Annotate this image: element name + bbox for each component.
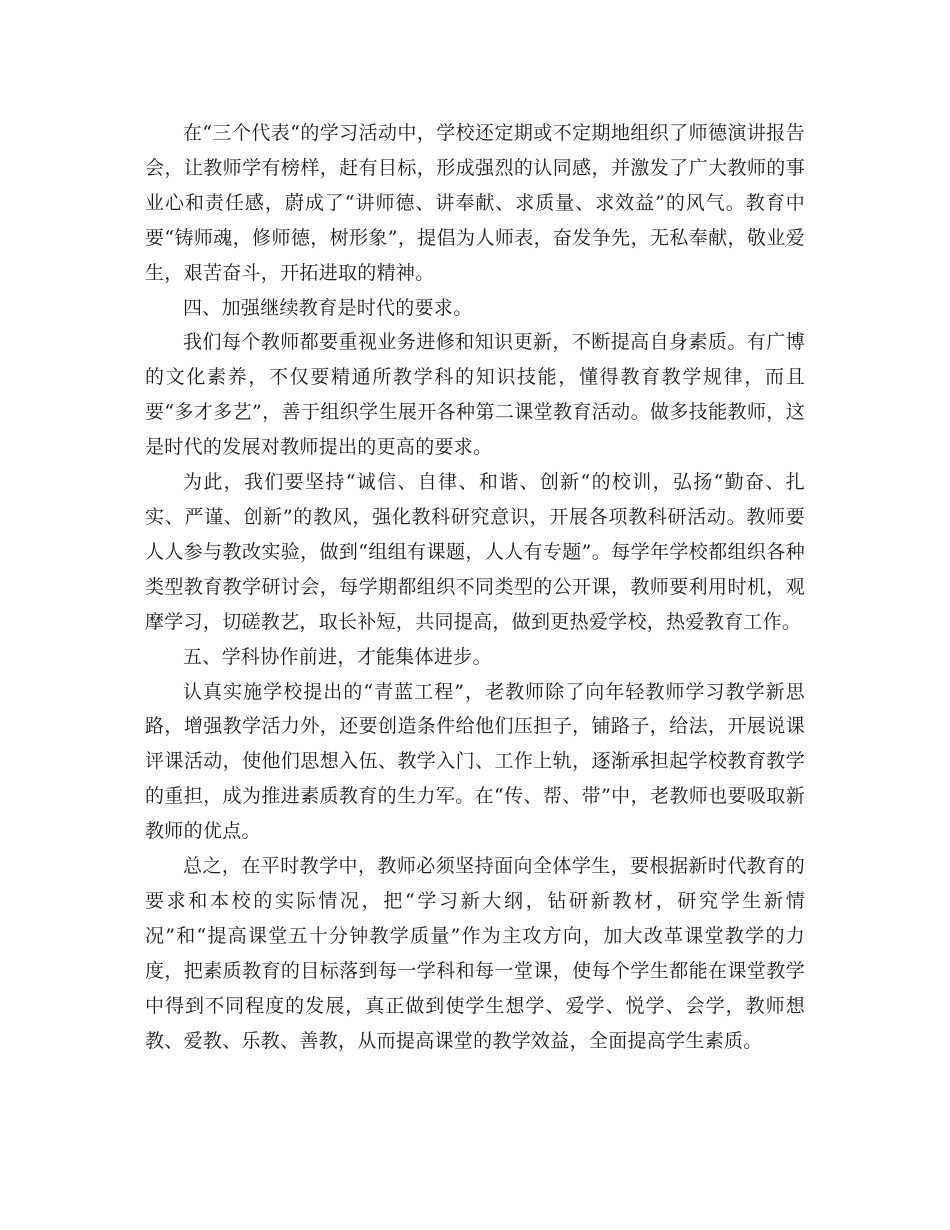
paragraph-teacher-ethics: 在“三个代表“的学习活动中，学校还定期或不定期地组织了师德演讲报告会，让教师学有榜样，赶有目标，形成强烈的认同感，并激发了广大教师的事业心和责任感，蔚成了“讲师德、讲奉献、求质量、求效益”的风气。教育中要“铸师魂，修师德，树形象”，提倡为人师表，奋发争先，无私奉献，敬业爱生，艰苦奋斗，开拓进取的精神。 xyxy=(145,122,805,284)
paragraph-professional-development: 我们每个教师都要重视业务进修和知识更新，不断提高自身素质。有广博的文化素养，不仅要精通所教学科的知识技能，懂得教育教学规律，而且要“多才多艺”，善于组织学生展开各种第二课堂教育活动。做多技能教师，这是时代的发展对教师提出的更高的要求。 xyxy=(145,331,805,459)
document-body xyxy=(145,116,805,1058)
paragraph-school-motto: 为此，我们要坚持“诚信、自律、和谐、创新“的校训，弘扬“勤奋、扎实、严谨、创新”的教风，强化教科研究意识，开展各项教科研活动。教师要人人参与教改实验，做到“组组有课题，人人有专题”。每学年学校都组织各种类型教育教学研讨会，每学期都组织不同类型的公开课，教师要利用时机，观摩学习，切磋教艺，取长补短，共同提高，做到更热爱学校，热爱教育工作。 xyxy=(145,471,805,633)
paragraph-mentoring-project: 认真实施学校提出的“青蓝工程”，老教师除了向年轻教师学习教学新思路，增强教学活力外，还要创造条件给他们压担子，铺路子，给法，开展说课评课活动，使他们思想入伍、教学入门、工作上轨，逐渐承担起学校教育教学的重担，成为推进素质教育的生力军。在“传、帮、带”中，老教师也要吸取新教师的优点。 xyxy=(145,680,805,843)
section-heading-collaboration: 五、学科协作前进，才能集体进步。 xyxy=(183,645,492,668)
section-heading-continuing-education: 四、加强继续教育是时代的要求。 xyxy=(183,296,473,319)
paragraph-conclusion: 总之，在平时教学中，教师必须坚持面向全体学生，要根据新时代教育的要求和本校的实际情况，把“学习新大纲，钻研新教材，研究学生新情况”和“提高课堂五十分钟教学质量”作为主攻方向，加大改革课堂教学的力度，把素质教育的目标落到每一学科和每一堂课，使每个学生都能在课堂教学中得到不同程度的发展，真正做到使学生想学、爱学、悦学、会学，教师想教、爱教、乐教、善教，从而提高课堂的教学效益，全面提高学生素质。 xyxy=(145,855,805,1052)
